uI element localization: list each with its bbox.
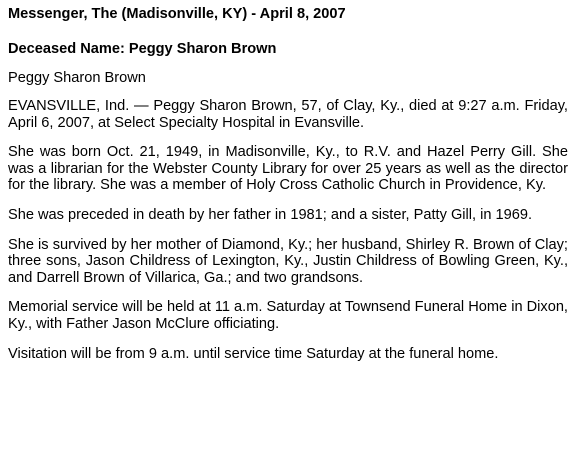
deceased-name-heading: Deceased Name: Peggy Sharon Brown [8, 41, 277, 57]
paragraph-survivors: She is survived by her mother of Diamond, Ky.; her husband, Shirley R. Brown of Clay; three sons, Jason Childress of Lexington, Ky., Justin Childress of Bowling Green, Ky., and Darrell Brown of Villarica, Ga.; and two grandsons. [8, 236, 568, 286]
deceased-name-line: Peggy Sharon Brown [8, 70, 146, 86]
source-heading: Messenger, The (Madisonville, KY) - April 8, 2007 [8, 6, 346, 22]
paragraph-preceded-in-death: She was preceded in death by her father in 1981; and a sister, Patty Gill, in 1969. [8, 206, 533, 223]
paragraph-death-notice: EVANSVILLE, Ind. — Peggy Sharon Brown, 57, of Clay, Ky., died at 9:27 a.m. Friday, April 6, 2007, at Select Specialty Hospital in Evansville. [8, 98, 568, 131]
paragraph-memorial-service: Memorial service will be held at 11 a.m. Saturday at Townsend Funeral Home in Dixon, Ky., with Father Jason McClure officiating. [8, 299, 568, 332]
paragraph-visitation: Visitation will be from 9 a.m. until service time Saturday at the funeral home. [8, 345, 499, 362]
paragraph-biography: She was born Oct. 21, 1949, in Madisonville, Ky., to R.V. and Hazel Perry Gill. She was a librarian for the Webster County Library for over 25 years as well as the director for the library. She was a member of Holy Cross Catholic Church in Providence, Ky. [8, 144, 568, 194]
